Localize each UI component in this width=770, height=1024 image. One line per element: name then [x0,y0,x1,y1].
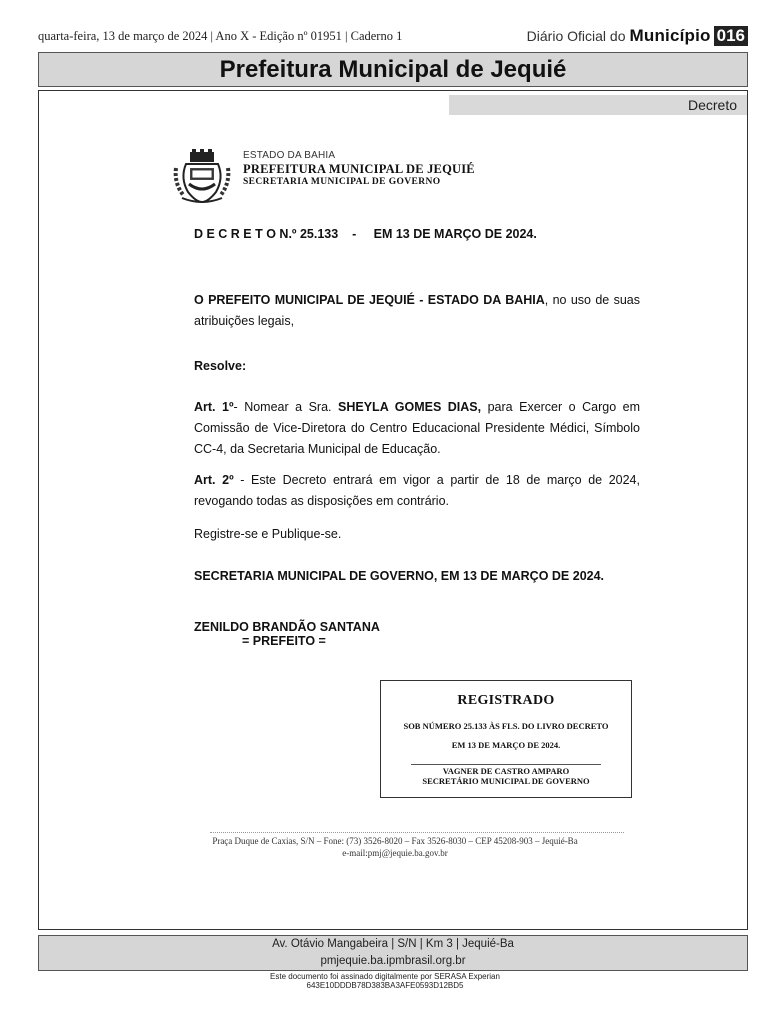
letterhead-state: ESTADO DA BAHIA [243,150,336,161]
page-number: 016 [714,26,748,46]
registro-stamp [380,680,632,798]
article-1 [194,397,640,460]
brand-prefix: Diário Oficial do [526,28,626,44]
brand-name: Município [629,26,711,45]
registro-name: VAGNER DE CASTRO AMPARO [442,766,570,776]
registro-title: REGISTRADO [457,693,555,708]
sign-note-hash: 643E10DDDB78D383BA3AFE0593D12BD5 [306,981,464,990]
decree-preamble [194,290,640,332]
section-label: Decreto [687,97,737,113]
decree-title: D E C R E T O N.º 25.133 - EM 13 DE MARÇO DE 2024. [194,227,537,241]
letterhead-secretaria: SECRETARIA MUNICIPAL DE GOVERNO [243,177,441,187]
art2-label: Art. 2º [194,473,234,487]
closing-formula: Registre-se e Publique-se. [194,527,342,541]
prefeitura-address [150,835,640,859]
place-date: SECRETARIA MUNICIPAL DE GOVERNO, EM 13 DE MARÇO DE 2024. [194,569,605,583]
address-line-1: Praça Duque de Caxias, S/N – Fone: (73) 3526-8020 – Fax 3526-8030 – CEP 45208-903 – Jequié-Ba [212,836,578,846]
art2-text: - Este Decreto entrará em vigor a partir de 18 de março de 2024, revogando todas as disposições em contrário. [194,473,640,508]
preamble-bold: O PREFEITO MUNICIPAL DE JEQUIÉ - ESTADO DA BAHIA [194,293,545,307]
footer-site: pmjequie.ba.ipmbrasil.org.br [320,955,466,967]
sign-note-line-1: Este documento foi assinado digitalmente por SERASA Experian [270,972,500,981]
registro-line-1: SOB NÚMERO 25.133 ÀS FLS. DO LIVRO DECRETO [403,721,609,731]
signature-block [194,620,380,648]
resolve-heading: Resolve: [194,359,247,373]
page-footer [38,935,748,971]
signer-role: = PREFEITO = [242,634,326,648]
signer-name: ZENILDO BRANDÃO SANTANA [194,620,380,634]
footer-address: Av. Otávio Mangabeira | S/N | Km 3 | Jequié-Ba [272,938,514,950]
address-email: e-mail:pmj@jequie.ba.gov.br [342,848,448,858]
banner-title: Prefeitura Municipal de Jequié [219,56,567,83]
page-header [38,26,748,46]
art1-label: Art. 1º [194,400,234,414]
art1-post: para Exercer o Cargo em Comissão de Vice-Diretora do Centro Educacional Presidente Médici, Símbolo CC-4, da Secretaria Municipal de Educação. [194,400,641,456]
digital-signature-note [0,972,770,990]
preamble-rest: , no uso de suas atribuições legais, [194,293,641,328]
coat-of-arms-icon [172,148,232,204]
diario-brand [527,26,748,46]
prefeitura-banner [38,52,748,87]
edition-date-line: quarta-feira, 13 de março de 2024 | Ano X - Edição nº 01951 | Caderno 1 [38,29,403,43]
art1-pre: - Nomear a Sra. [233,400,339,414]
registro-line-2: EM 13 DE MARÇO DE 2024. [451,740,561,750]
registro-role: SECRETÁRIO MUNICIPAL DE GOVERNO [422,776,590,786]
article-2 [194,470,640,512]
letterhead [243,150,475,187]
registro-signature-rule [411,764,601,765]
art1-name: SHEYLA GOMES DIAS, [338,400,482,414]
address-divider [210,832,624,833]
letterhead-prefeitura: PREFEITURA MUNICIPAL DE JEQUIÉ [243,162,475,176]
section-tag [449,95,747,115]
